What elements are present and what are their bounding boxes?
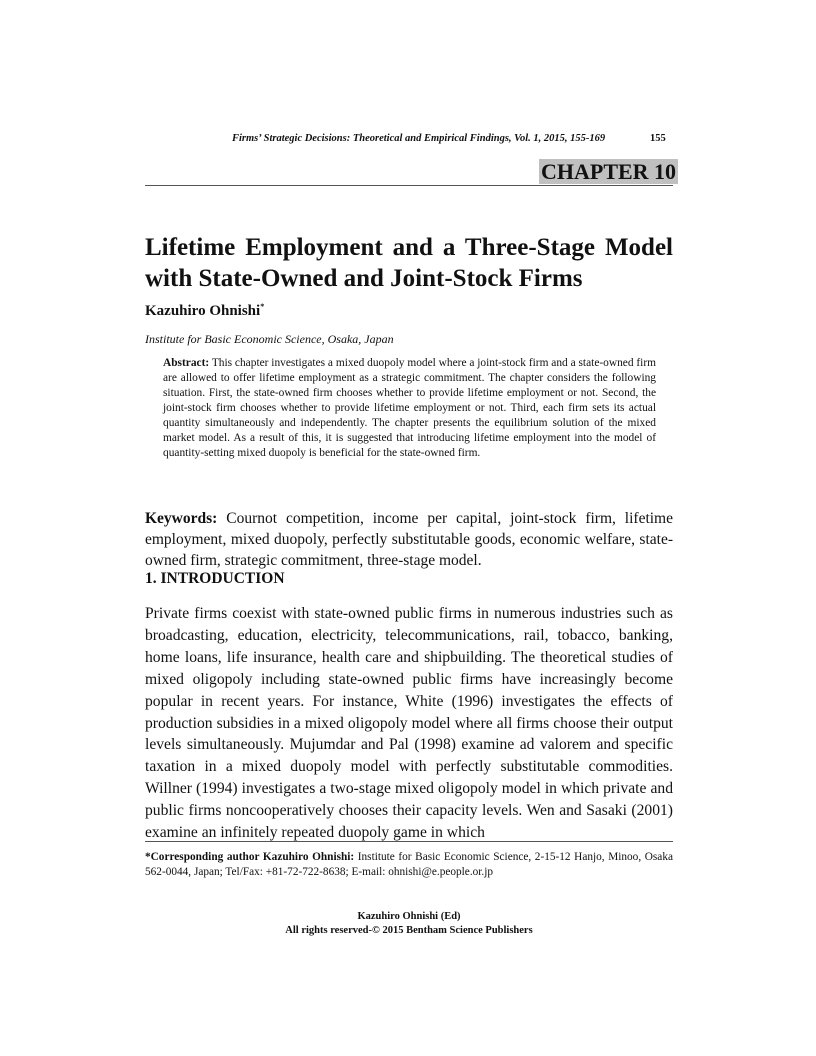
header-rule [145,185,673,186]
footnote-rule [145,841,673,842]
author-mark: * [260,302,265,311]
keywords-label: Keywords: [145,510,218,527]
rights: All rights reserved-© 2015 Bentham Science Publishers [285,925,533,936]
keywords-text: Cournot competition, income per capital, joint-stock firm, lifetime employment, mixed duopoly, perfectly substitutable goods, economic welfare, state-owned firm, strategic commitment, three-stage model. [145,510,673,569]
keywords [145,508,673,571]
publisher-info [145,910,673,938]
abstract-label: Abstract: [163,357,210,369]
editor: Kazuhiro Ohnishi (Ed) [357,911,461,922]
footnote-label: *Corresponding author Kazuhiro Ohnishi: [145,851,355,863]
footnote-text: Institute for Basic Economic Science, 2-15-12 Hanjo, Minoo, Osaka 562-0044, Japan; Tel/Fax: +81-72-722-8638; E-mail: ohnishi@e.people.or.jp [145,851,673,878]
section-heading: 1. INTRODUCTION [145,570,285,587]
abstract-text: This chapter investigates a mixed duopoly model where a joint-stock firm and a state-owned firm are allowed to offer lifetime employment as a strategic commitment. The chapter considers the following situation. First, the state-owned firm chooses whether to provide lifetime employment or not. Second, the joint-stock firm chooses whether to provide lifetime employment or not. Third, each firm sets its actual quantity simultaneously and independently. The chapter presents the equilibrium solution of the mixed market model. As a result of this, it is suggested that introducing lifetime employment into the model of quantity-setting mixed duopoly is beneficial for the state-owned firm. [163,357,656,459]
footnote [145,850,673,880]
running-header: Firms’ Strategic Decisions: Theoretical and Empirical Findings, Vol. 1, 2015, 155-169 [232,133,606,144]
affiliation: Institute for Basic Economic Science, Osaka, Japan [145,332,394,346]
paper-title: Lifetime Employment and a Three-Stage Model with State-Owned and Joint-Stock Firms [145,234,673,292]
author-name: Kazuhiro Ohnishi [145,303,261,319]
author [145,302,264,320]
page-number: 155 [650,133,666,144]
abstract [163,356,656,461]
chapter-label: CHAPTER 10 [541,159,677,184]
body-paragraph: Private firms coexist with state-owned public firms in numerous industries such as broadcasting, education, electricity, telecommunications, rail, tobacco, banking, home loans, life insurance, health care and shipbuilding. The theoretical studies of mixed oligopoly including state-owned public firms have increasingly become popular in recent years. For instance, White (1996) investigates the effects of production subsidies in a mixed oligopoly model where all firms choose their output levels simultaneously. Mujumdar and Pal (1998) examine ad valorem and specific taxation in a mixed duopoly model with perfectly substitutable commodities. Willner (1994) investigates a two-stage mixed oligopoly model in which private and public firms noncooperatively chooses their capacity levels. Wen and Sasaki (2001) examine an infinitely repeated duopoly game in which [145,605,673,842]
